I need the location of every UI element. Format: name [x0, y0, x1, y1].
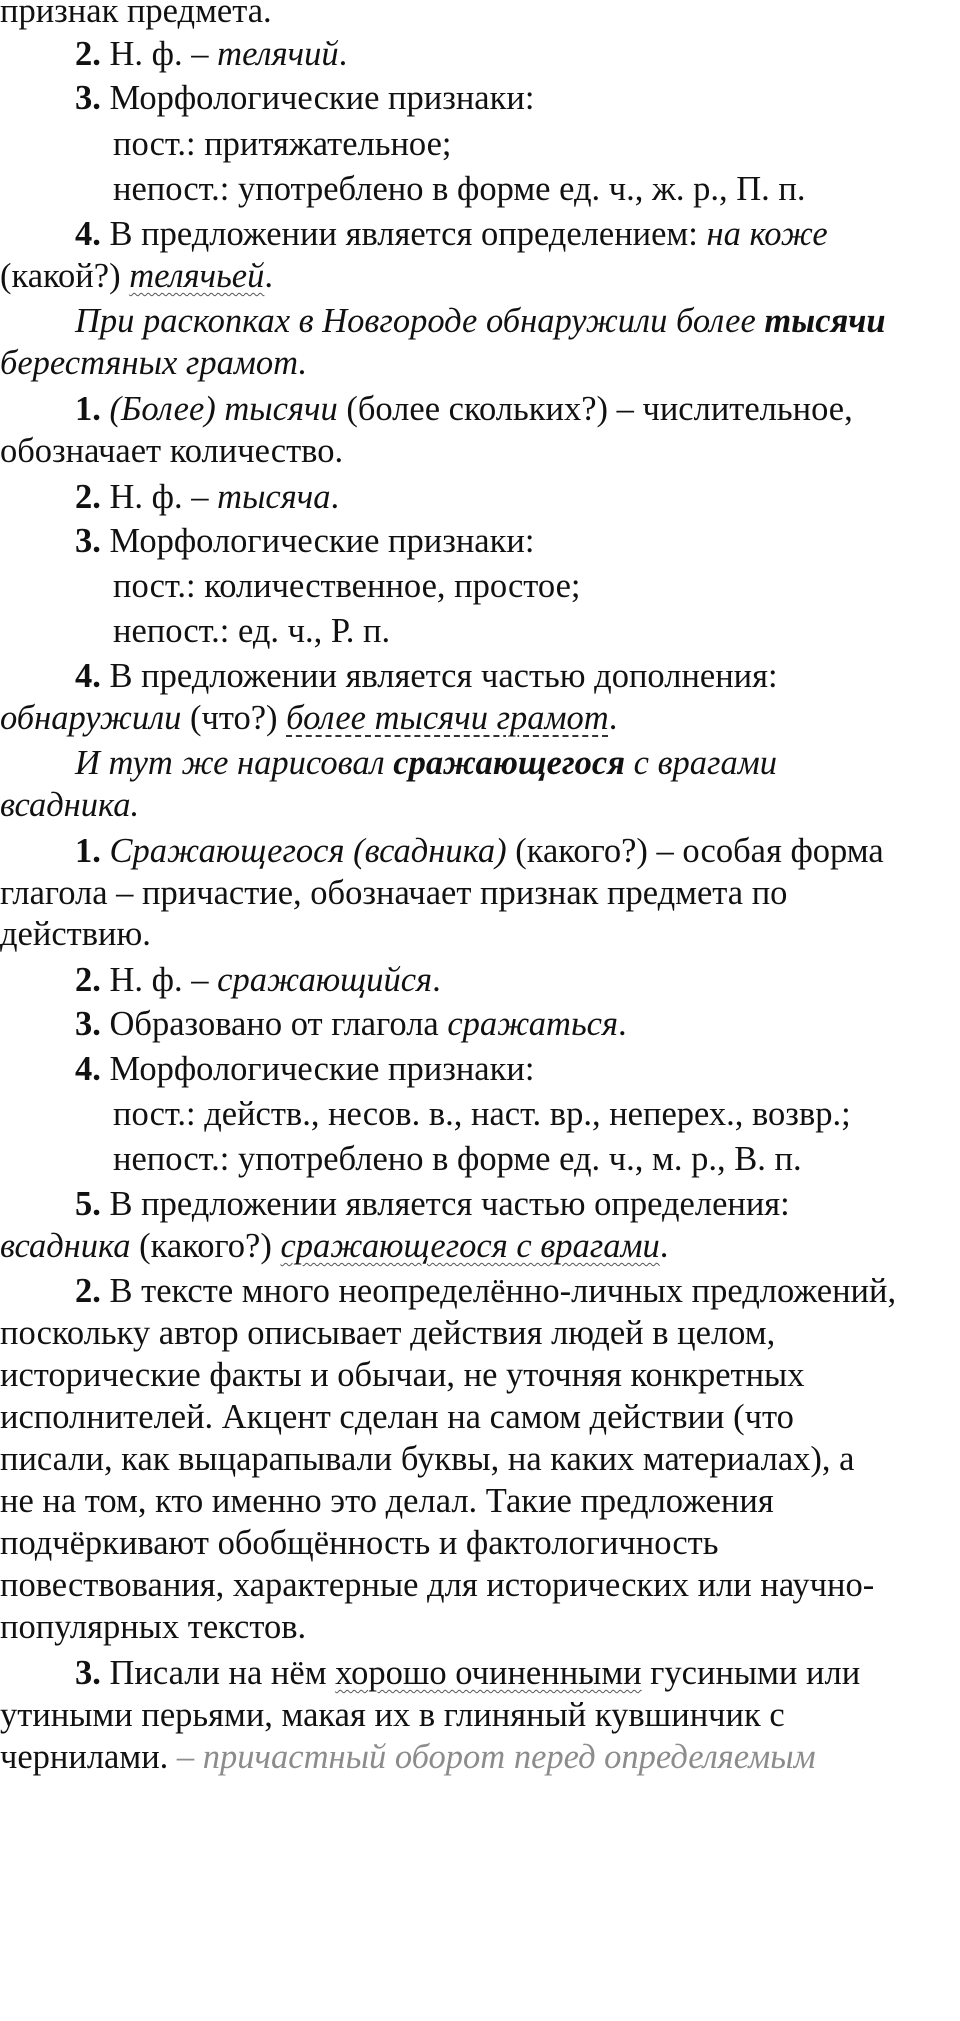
italic-term: обнаружили: [0, 699, 182, 737]
text-fragment: всадника.: [0, 786, 140, 824]
text-fragment: Образовано от глагола: [100, 1005, 448, 1043]
text-fragment: .: [432, 961, 441, 999]
item-number: 1.: [75, 390, 101, 428]
text-fragment: При раскопках в Новгороде обнаружили более: [75, 302, 765, 340]
text-fragment: В предложении является определением:: [100, 215, 707, 253]
item-number: 2.: [75, 478, 101, 516]
text-fragment: .: [330, 478, 340, 516]
text-line: [0, 873, 787, 915]
item-number: 2.: [75, 1272, 101, 1310]
text-line: [75, 960, 441, 1002]
text-fragment: берестяных грамот.: [0, 344, 308, 382]
text-fragment: .: [264, 257, 273, 295]
text-line: [0, 1737, 816, 1779]
text-fragment: поскольку автор описывает действия людей в целом,: [0, 1314, 776, 1352]
text-fragment: непост.: употреблено в форме ед. ч., м. р., В. п.: [113, 1140, 802, 1178]
wavy-underlined-term: телячьей: [129, 257, 265, 295]
dashed-underlined-term: более тысячи грамот: [286, 699, 609, 737]
example-sentence-line: [0, 785, 139, 827]
text-line: [0, 1523, 718, 1565]
text-line: [75, 1653, 860, 1695]
text-line: [75, 831, 884, 873]
item-number: 4.: [75, 1050, 101, 1088]
text-line: [75, 78, 534, 120]
text-line: [75, 1184, 790, 1226]
item-number: 4.: [75, 215, 101, 253]
item-number: 3.: [75, 1654, 101, 1692]
text-fragment: И тут же нарисовал: [75, 744, 394, 782]
text-line: [113, 566, 581, 608]
text-fragment: [101, 390, 110, 428]
italic-term: (Более) тысячи: [109, 390, 338, 428]
text-fragment: утиными перьями, макая их в глиняный кувшинчик с: [0, 1696, 785, 1734]
text-line: [75, 1049, 534, 1091]
text-line: [0, 431, 343, 473]
example-sentence-line: [75, 743, 777, 785]
bold-term: сражающегося: [393, 744, 626, 782]
item-number: 5.: [75, 1185, 101, 1223]
item-number: 3.: [75, 522, 101, 560]
text-fragment: исполнителей. Акцент сделан на самом действии (что: [0, 1398, 794, 1436]
text-fragment: признак предмета.: [0, 0, 272, 30]
text-fragment: действию.: [0, 915, 151, 953]
item-number: 2.: [75, 35, 101, 73]
wavy-underlined-term: хорошо очиненными: [335, 1654, 642, 1692]
text-fragment: Н. ф. –: [100, 961, 218, 999]
text-fragment: Н. ф. –: [100, 478, 218, 516]
text-fragment: .: [338, 35, 348, 73]
text-fragment: Писали на нём: [100, 1654, 336, 1692]
text-line: [75, 1004, 627, 1046]
item-number: 1.: [75, 832, 101, 870]
text-line: [0, 1481, 774, 1523]
text-fragment: .: [618, 1005, 627, 1043]
text-line: [75, 656, 778, 698]
italic-term: всадника: [0, 1227, 131, 1265]
wavy-underlined-term: сражающегося с врагами: [280, 1227, 660, 1265]
italic-term: Сражающегося (всадника): [109, 832, 507, 870]
text-line: [0, 256, 273, 298]
text-fragment: [101, 832, 110, 870]
italic-term: сражаться: [447, 1005, 619, 1043]
italic-term: тысяча: [217, 478, 331, 516]
bold-term: тысячи: [764, 302, 886, 340]
text-fragment: (какого?): [130, 1227, 281, 1265]
text-fragment: (какой?): [0, 257, 130, 295]
example-sentence-line: [75, 301, 886, 343]
text-fragment: не на том, кто именно это делал. Такие предложения: [0, 1482, 774, 1520]
text-fragment: В предложении является частью дополнения:: [100, 657, 778, 695]
text-fragment: Морфологические признаки:: [100, 522, 535, 560]
item-number: 2.: [75, 961, 101, 999]
text-fragment: непост.: ед. ч., Р. п.: [113, 612, 391, 650]
text-line: [75, 1271, 896, 1313]
text-fragment: непост.: употреблено в форме ед. ч., ж. р., П. п.: [113, 170, 806, 208]
text-line: [113, 124, 452, 166]
text-fragment: пост.: количественное, простое;: [113, 567, 581, 605]
text-fragment: пост.: действ., несов. в., наст. вр., неперех., возвр.;: [113, 1095, 851, 1133]
text-fragment: В тексте много неопределённо-личных предложений,: [100, 1272, 897, 1310]
text-fragment: чернилами.: [0, 1738, 169, 1776]
text-line: [0, 914, 151, 956]
example-sentence-line: [0, 343, 307, 385]
text-line: [75, 521, 534, 563]
text-fragment: популярных текстов.: [0, 1608, 307, 1646]
text-fragment: писали, как выцарапывали буквы, на каких материалах), а: [0, 1440, 855, 1478]
grey-comment: – причастный оборот перед определяемым: [168, 1738, 816, 1776]
text-line: [113, 1094, 851, 1136]
text-fragment: глагола – причастие, обозначает признак предмета по: [0, 874, 788, 912]
text-line: [0, 1439, 854, 1481]
text-fragment: обозначает количество.: [0, 432, 344, 470]
text-fragment: (более скольких?) – числительное,: [337, 390, 853, 428]
item-number: 3.: [75, 1005, 101, 1043]
text-line: [0, 1313, 775, 1355]
italic-term: сражающийся: [217, 961, 433, 999]
text-fragment: подчёркивают обобщённость и фактологичность: [0, 1524, 719, 1562]
text-line: [75, 34, 347, 76]
text-fragment: Морфологические признаки:: [100, 79, 535, 117]
text-fragment: исторические факты и обычаи, не уточняя конкретных: [0, 1356, 805, 1394]
text-line: [0, 1607, 306, 1649]
text-fragment: (что?): [181, 699, 287, 737]
text-line: [0, 1565, 874, 1607]
text-line: [0, 1397, 794, 1439]
italic-term: телячий: [217, 35, 339, 73]
text-line: [113, 1139, 802, 1181]
text-fragment: пост.: притяжательное;: [113, 125, 452, 163]
text-line: [0, 0, 272, 33]
text-fragment: с врагами: [625, 744, 778, 782]
text-line: [0, 1355, 804, 1397]
item-number: 3.: [75, 79, 101, 117]
italic-term: на коже: [706, 215, 828, 253]
text-fragment: повествования, характерные для исторических или научно-: [0, 1566, 875, 1604]
item-number: 4.: [75, 657, 101, 695]
text-line: [75, 214, 828, 256]
text-line: [113, 169, 805, 211]
text-line: [0, 1226, 668, 1268]
text-line: [75, 477, 339, 519]
text-fragment: гусиными или: [641, 1654, 861, 1692]
text-fragment: В предложении является частью определения:: [100, 1185, 790, 1223]
text-fragment: .: [608, 699, 618, 737]
text-fragment: (какого?) – особая форма: [506, 832, 884, 870]
text-fragment: Морфологические признаки:: [100, 1050, 535, 1088]
text-line: [0, 698, 617, 740]
text-fragment: .: [659, 1227, 669, 1265]
text-fragment: Н. ф. –: [100, 35, 218, 73]
text-line: [113, 611, 390, 653]
text-line: [75, 389, 853, 431]
text-line: [0, 1695, 785, 1737]
